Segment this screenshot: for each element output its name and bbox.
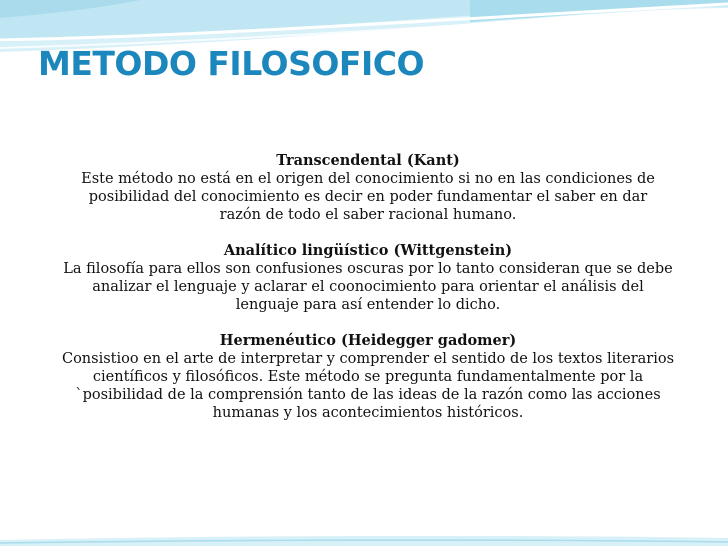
text-line: La filosofía para ellos son confusiones oscuras por lo tanto consideran que se debe <box>63 261 673 277</box>
text-line: posibilidad del conocimiento es decir en poder fundamentar el saber en dar <box>88 189 648 205</box>
section-heading-hermeneutico: Hermenéutico (Heidegger gadomer) <box>219 332 517 349</box>
text-line: razón de todo el saber racional humano. <box>219 207 517 223</box>
section-text-analitico <box>40 260 696 314</box>
text-line: Consistioo en el arte de interpretar y comprender el sentido de los textos literarios <box>61 351 675 367</box>
slide-content <box>40 152 696 422</box>
text-line: analizar el lenguaje y aclarar el coonocimiento para orientar el análisis del <box>92 279 644 295</box>
slide-title: METODO FILOSOFICO <box>38 44 425 83</box>
text-line: lenguaje para así entender lo dicho. <box>235 297 501 313</box>
text-line: humanas y los acontecimientos históricos. <box>212 405 524 421</box>
text-line: `posibilidad de la comprensión tanto de las ideas de la razón como las acciones <box>75 387 661 403</box>
text-line: Este método no está en el origen del conocimiento si no en las condiciones de <box>81 171 655 187</box>
section-heading-analitico: Analítico lingüístico (Wittgenstein) <box>223 242 513 259</box>
section-text-transcendental <box>40 170 696 224</box>
text-line: científicos y filosóficos. Este método se pregunta fundamentalmente por la <box>92 369 644 385</box>
section-heading-transcendental: Transcendental (Kant) <box>276 152 460 169</box>
footer-wave-band <box>0 530 728 546</box>
section-text-hermeneutico <box>40 350 696 422</box>
